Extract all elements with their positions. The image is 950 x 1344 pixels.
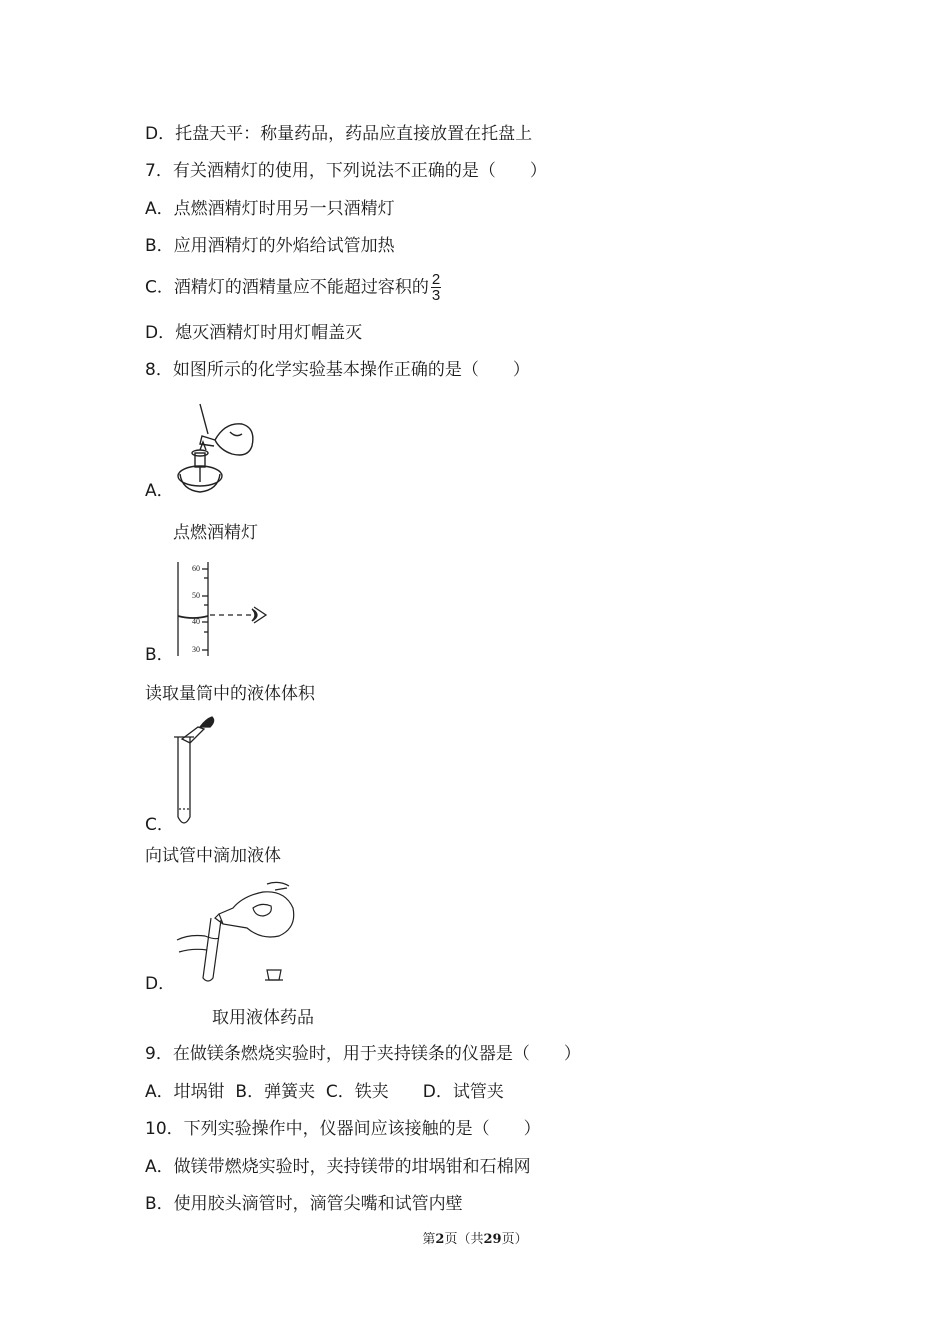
q7-option-b: B．应用酒精灯的外焰给试管加热 <box>145 236 395 256</box>
footer-mid: 页（共 <box>444 1232 484 1247</box>
q7-option-c-text: C．酒精灯的酒精量应不能超过容积的 <box>145 277 429 298</box>
scale-label-40: 40 <box>192 617 200 626</box>
q7-option-a: A．点燃酒精灯时用另一只酒精灯 <box>145 199 395 219</box>
q8-stem: 8．如图所示的化学实验基本操作正确的是（ ） <box>145 360 530 380</box>
pouring-liquid-figure <box>175 878 305 990</box>
footer-prefix: 第 <box>422 1232 436 1247</box>
scale-label-50: 50 <box>192 591 200 600</box>
q8-option-c-letter: C． <box>145 815 174 835</box>
footer-page-number: 2 <box>435 1232 445 1247</box>
q10-option-a: A．做镁带燃烧实验时，夹持镁带的坩埚钳和石棉网 <box>145 1157 531 1177</box>
q6-option-d: D．托盘天平：称量药品，药品应直接放置在托盘上 <box>145 124 533 144</box>
q7-option-c <box>145 272 441 303</box>
scale-label-60: 60 <box>192 564 200 573</box>
q8-option-a-letter: A． <box>145 481 174 501</box>
q8-option-d-caption: 取用液体药品 <box>212 1008 314 1028</box>
fraction-denominator: 3 <box>431 287 441 304</box>
footer-suffix: 页） <box>501 1232 528 1247</box>
page-footer <box>0 1228 950 1247</box>
fraction-numerator: 2 <box>431 271 441 288</box>
alcohol-lamp-lighting-figure <box>170 398 265 498</box>
q8-option-a-caption: 点燃酒精灯 <box>173 523 258 543</box>
q8-option-b-caption: 读取量筒中的液体体积 <box>145 684 315 704</box>
graduated-cylinder-figure <box>170 560 275 660</box>
q9-options: A．坩埚钳 B．弹簧夹 C．铁夹 D．试管夹 <box>145 1082 504 1102</box>
q8-option-c-caption: 向试管中滴加液体 <box>145 846 281 866</box>
q9-stem: 9．在做镁条燃烧实验时，用于夹持镁条的仪器是（ ） <box>145 1044 581 1064</box>
footer-total-pages: 29 <box>483 1232 502 1247</box>
scale-label-30: 30 <box>192 645 200 654</box>
q8-option-d-letter: D． <box>145 974 176 994</box>
q8-option-b-letter: B． <box>145 645 174 665</box>
q10-stem: 10．下列实验操作中，仪器间应该接触的是（ ） <box>145 1119 541 1139</box>
q7-stem: 7．有关酒精灯的使用，下列说法不正确的是（ ） <box>145 161 547 181</box>
q10-option-b: B．使用胶头滴管时，滴管尖嘴和试管内壁 <box>145 1194 463 1214</box>
q7-option-d: D．熄灭酒精灯时用灯帽盖灭 <box>145 323 363 343</box>
fraction <box>431 272 441 303</box>
dropper-test-tube-figure <box>170 713 230 831</box>
